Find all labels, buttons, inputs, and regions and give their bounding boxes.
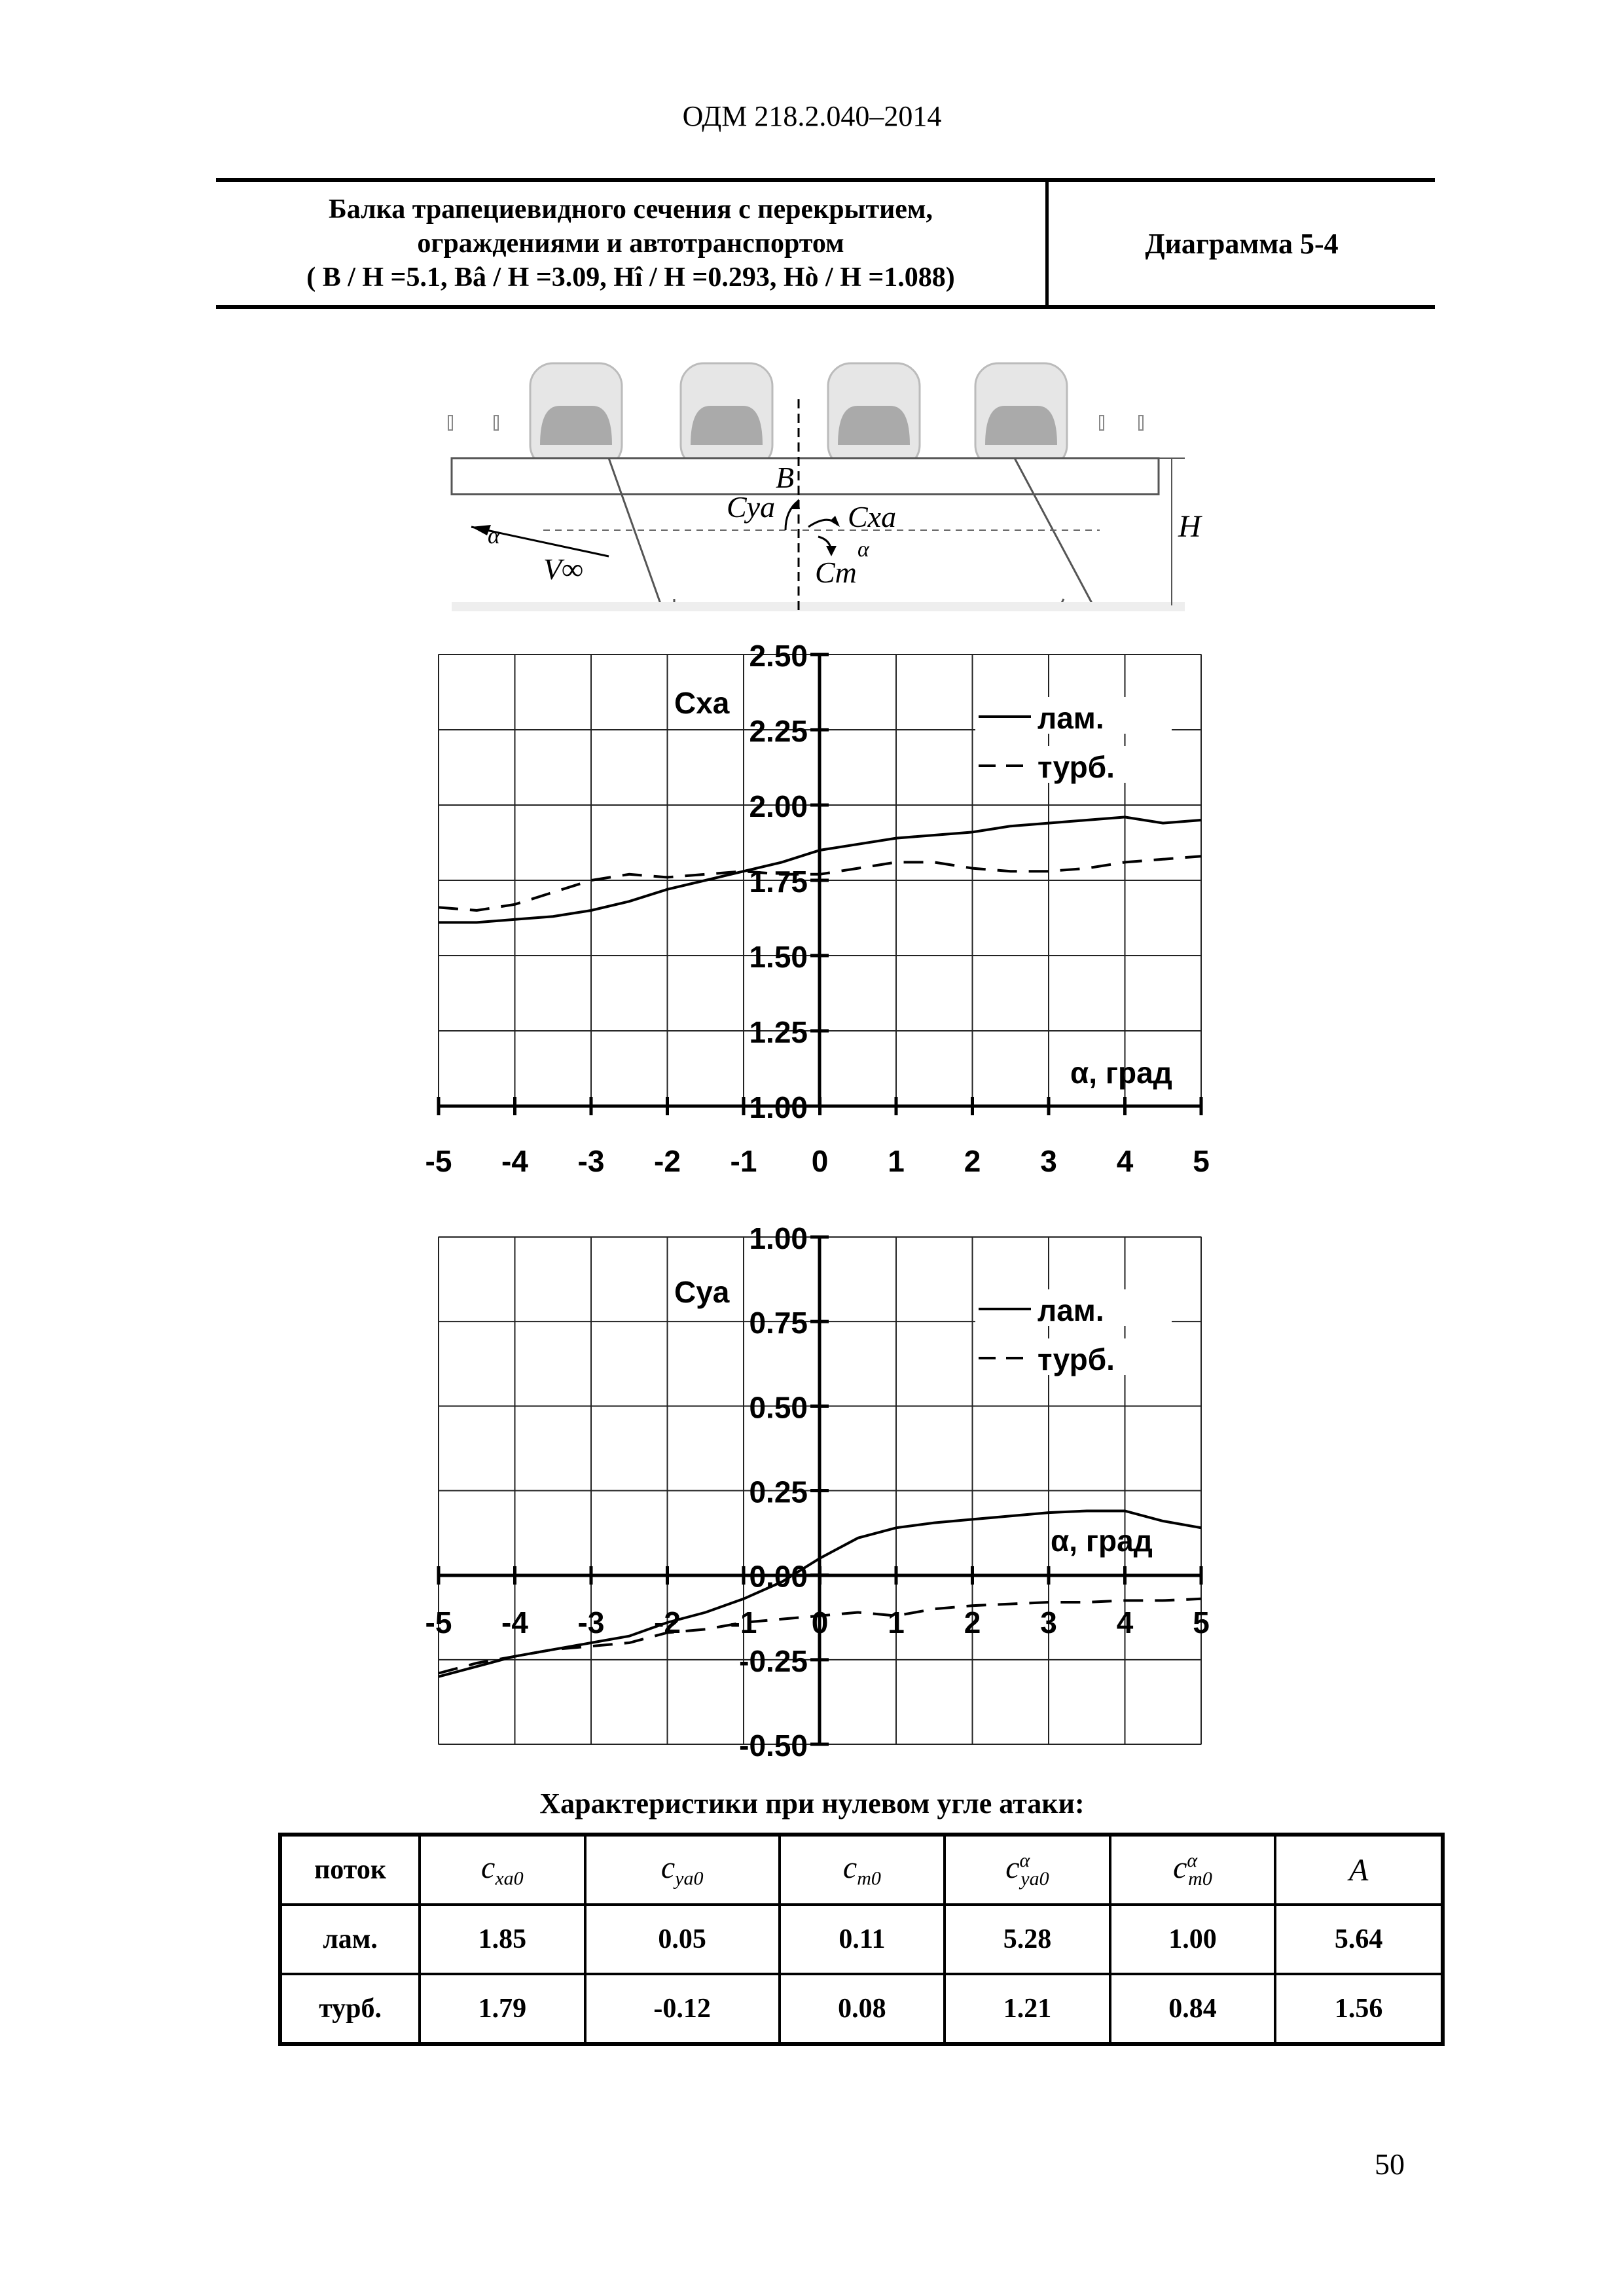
label-Cm: Cm — [815, 556, 857, 589]
zero-angle-characteristics-table — [278, 1833, 1445, 2046]
x-axis-label: α, град — [1070, 1056, 1172, 1090]
header-cell-cm-alpha: $c^\alpha_{m0}$ — [1110, 1835, 1276, 1905]
x-tick-label: 0 — [811, 1144, 829, 1178]
value-cell: 1.00 — [1110, 1905, 1276, 1974]
y-tick-label: 2.50 — [749, 639, 808, 673]
x-tick-label: 5 — [1193, 1605, 1210, 1640]
x-tick-label: -2 — [654, 1144, 681, 1178]
value-cell: 1.56 — [1275, 1974, 1443, 2044]
x-tick-label: 2 — [964, 1605, 981, 1640]
y-tick-label: 1.25 — [749, 1015, 808, 1049]
x-tick-label: -1 — [730, 1605, 757, 1640]
y-tick-label: 0.50 — [749, 1390, 808, 1425]
legend-label: турб. — [1038, 750, 1115, 784]
x-tick-label: 3 — [1040, 1605, 1057, 1640]
x-tick-label: -2 — [654, 1605, 681, 1640]
x-tick-label: 2 — [964, 1144, 981, 1178]
x-axis-label: α, град — [1051, 1524, 1153, 1558]
y-tick-label: 1.00 — [749, 1090, 808, 1124]
title-line-3: ( B / H =5.1, Bâ / H =3.09, Hî / H =0.293, Hò / H =1.088) — [306, 262, 955, 293]
x-tick-label: 4 — [1116, 1605, 1134, 1640]
flow-cell: турб. — [280, 1974, 420, 2044]
value-cell: 1.21 — [945, 1974, 1110, 2044]
x-tick-label: 3 — [1040, 1144, 1057, 1178]
document-code: ОДМ 218.2.040–2014 — [682, 100, 942, 132]
y-tick-label: 0.75 — [749, 1306, 808, 1340]
x-tick-label: 5 — [1193, 1144, 1210, 1178]
legend-label: турб. — [1038, 1342, 1115, 1376]
value-cell: -0.12 — [585, 1974, 780, 2044]
x-tick-label: 1 — [888, 1605, 905, 1640]
table-header-row — [280, 1835, 1443, 1905]
value-cell: 0.05 — [585, 1905, 780, 1974]
diagram-label: Диаграмма 5-4 — [1145, 227, 1339, 260]
label-alpha-2: α — [857, 537, 869, 562]
page-number: 50 — [1375, 2147, 1405, 2181]
header-cell-flow: поток — [280, 1835, 420, 1905]
header-cell-cm0: $c_{m0}$ — [780, 1835, 945, 1905]
label-B: B — [776, 461, 795, 494]
y-axis-label: Cxa — [674, 686, 730, 720]
x-tick-label: -1 — [730, 1144, 757, 1178]
x-tick-label: -5 — [425, 1144, 452, 1178]
value-cell: 5.28 — [945, 1905, 1110, 1974]
title-line-2: ограждениями и автотранспортом — [417, 228, 844, 259]
x-tick-label: -4 — [501, 1144, 528, 1178]
label-Cya: Cya — [727, 490, 776, 524]
header-cell-cya-alpha: $c^\alpha_{ya0}$ — [945, 1835, 1110, 1905]
label-H: H — [1178, 509, 1201, 544]
y-tick-label: 2.00 — [749, 789, 808, 823]
header-cell-cxa0: $c_{xa0}$ — [420, 1835, 585, 1905]
x-tick-label: 1 — [888, 1144, 905, 1178]
label-Cxa: Cxa — [848, 500, 897, 533]
header-cell-A: A — [1275, 1835, 1443, 1905]
value-cell: 0.08 — [780, 1974, 945, 2044]
label-alpha: α — [488, 522, 500, 548]
x-tick-label: -3 — [577, 1605, 605, 1640]
x-tick-label: 0 — [811, 1605, 829, 1640]
y-axis-label: Cya — [674, 1275, 730, 1309]
value-cell: 0.11 — [780, 1905, 945, 1974]
y-tick-label: 1.00 — [749, 1221, 808, 1255]
x-tick-label: -4 — [501, 1605, 528, 1640]
legend-label: лам. — [1038, 701, 1104, 735]
flow-cell: лам. — [280, 1905, 420, 1974]
y-tick-label: -0.50 — [739, 1729, 808, 1763]
y-tick-label: -0.25 — [739, 1643, 808, 1678]
x-tick-label: -3 — [577, 1144, 605, 1178]
x-tick-label: -5 — [425, 1605, 452, 1640]
y-tick-label: 0.00 — [749, 1559, 808, 1594]
label-V-inf: V∞ — [543, 552, 583, 586]
y-tick-label: 1.75 — [749, 865, 808, 899]
x-tick-label: 4 — [1116, 1144, 1134, 1178]
table-row — [280, 1905, 1443, 1974]
value-cell: 5.64 — [1275, 1905, 1443, 1974]
table-row — [280, 1974, 1443, 2044]
value-cell: 0.84 — [1110, 1974, 1276, 2044]
y-tick-label: 0.25 — [749, 1475, 808, 1509]
value-cell: 1.85 — [420, 1905, 585, 1974]
header-cell-cya0: $c_{ya0}$ — [585, 1835, 780, 1905]
title-line-1: Балка трапециевидного сечения с перекрытием, — [328, 194, 933, 224]
y-tick-label: 2.25 — [749, 714, 808, 748]
table-title: Характеристики при нулевом угле атаки: — [539, 1787, 1085, 1820]
value-cell: 1.79 — [420, 1974, 585, 2044]
legend-label: лам. — [1038, 1293, 1104, 1327]
y-tick-label: 1.50 — [749, 940, 808, 974]
